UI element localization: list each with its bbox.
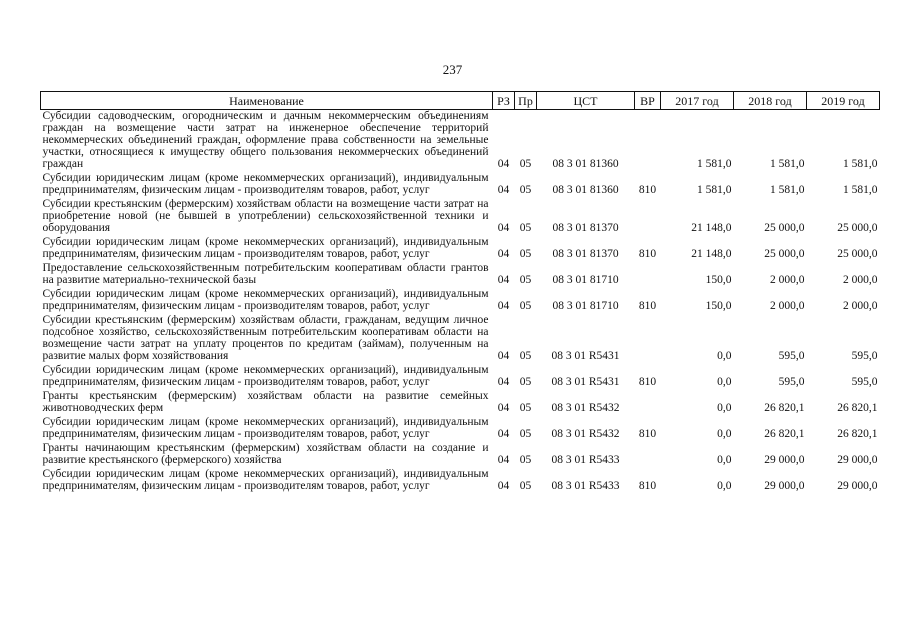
row-vr: 810 [638, 480, 657, 492]
table-header-row [41, 92, 880, 110]
row-2019: 2 000,0 [843, 300, 878, 312]
row-2018: 25 000,0 [764, 248, 805, 260]
header-2017: 2017 год [661, 92, 734, 110]
row-cst: 08 3 01 R5431 [551, 376, 620, 388]
table-row [41, 198, 880, 236]
row-rz: 04 [497, 428, 510, 440]
row-pr: 05 [519, 184, 532, 196]
row-cst: 08 3 01 81360 [552, 158, 619, 170]
row-2018: 595,0 [778, 350, 805, 362]
row-2019: 1 581,0 [843, 184, 878, 196]
row-name: Субсидии юридическим лицам (кроме некоммерческих организаций), индивидуальным предпринимателям, физическим лицам - производителям товаров, работ, услуг [42, 172, 489, 196]
row-rz: 04 [497, 248, 510, 260]
row-2019: 25 000,0 [837, 222, 878, 234]
row-vr: 810 [638, 376, 657, 388]
row-2019: 26 820,1 [837, 402, 878, 414]
row-2017: 150,0 [705, 300, 732, 312]
row-pr: 05 [519, 248, 532, 260]
row-cst: 08 3 01 R5431 [551, 350, 620, 362]
row-name: Субсидии юридическим лицам (кроме некоммерческих организаций), индивидуальным предпринимателям, физическим лицам - производителям товаров, работ, услуг [42, 236, 489, 260]
row-cst: 08 3 01 R5433 [551, 454, 620, 466]
row-vr [635, 198, 661, 236]
row-2019: 1 581,0 [843, 158, 878, 170]
row-cst: 08 3 01 R5432 [551, 428, 620, 440]
row-2017: 0,0 [717, 402, 732, 414]
row-pr: 05 [519, 222, 532, 234]
row-2019: 29 000,0 [837, 454, 878, 466]
table-row [41, 110, 880, 173]
row-2017: 0,0 [717, 454, 732, 466]
row-name: Предоставление сельскохозяйственным потребительским кооперативам области грантов на развитие материально-технической базы [42, 262, 489, 286]
row-2018: 2 000,0 [770, 274, 805, 286]
row-name: Субсидии крестьянским (фермерским) хозяйствам области на возмещение части затрат на приобретение новой (не бывшей в употреблении) сельскохозяйственной техники и оборудования [42, 198, 489, 234]
row-name: Субсидии крестьянским (фермерским) хозяйствам области, гражданам, ведущим личное подсобное хозяйство, сельскохозяйственным потребительским кооперативам области на возмещение части затрат на уплату процентов по кредитам (займам), полученным на развитие малых форм хозяйствования [42, 314, 489, 362]
row-vr: 810 [638, 300, 657, 312]
budget-table [40, 91, 880, 494]
row-2019: 595,0 [851, 376, 878, 388]
row-pr: 05 [519, 350, 532, 362]
table-row [41, 468, 880, 494]
row-name: Субсидии юридическим лицам (кроме некоммерческих организаций), индивидуальным предпринимателям, физическим лицам - производителям товаров, работ, услуг [42, 468, 489, 492]
row-2018: 2 000,0 [770, 300, 805, 312]
row-rz: 04 [497, 376, 510, 388]
row-name: Гранты крестьянским (фермерским) хозяйствам области на развитие семейных животноводческих ферм [42, 390, 489, 414]
row-rz: 04 [497, 222, 510, 234]
row-vr [635, 442, 661, 468]
row-2017: 21 148,0 [691, 248, 732, 260]
row-rz: 04 [497, 274, 510, 286]
row-2018: 29 000,0 [764, 480, 805, 492]
row-cst: 08 3 01 81710 [552, 274, 619, 286]
header-2018: 2018 год [734, 92, 807, 110]
table-row [41, 236, 880, 262]
row-pr: 05 [519, 428, 532, 440]
header-rz: РЗ [493, 92, 515, 110]
table-row [41, 172, 880, 198]
row-2017: 0,0 [717, 376, 732, 388]
row-vr [635, 314, 661, 364]
row-cst: 08 3 01 R5433 [551, 480, 620, 492]
row-pr: 05 [519, 402, 532, 414]
row-pr: 05 [519, 376, 532, 388]
row-2018: 25 000,0 [764, 222, 805, 234]
row-pr: 05 [519, 274, 532, 286]
row-2017: 0,0 [717, 480, 732, 492]
header-2019: 2019 год [807, 92, 880, 110]
row-cst: 08 3 01 R5432 [551, 402, 620, 414]
table-row [41, 314, 880, 364]
row-rz: 04 [497, 480, 510, 492]
table-row [41, 364, 880, 390]
row-2019: 26 820,1 [837, 428, 878, 440]
row-pr: 05 [519, 300, 532, 312]
row-rz: 04 [497, 158, 510, 170]
table-row [41, 288, 880, 314]
row-2019: 25 000,0 [837, 248, 878, 260]
header-pr: Пр [515, 92, 537, 110]
table-row [41, 416, 880, 442]
header-name: Наименование [41, 92, 493, 110]
row-vr: 810 [638, 184, 657, 196]
page-number: 237 [442, 62, 463, 77]
row-pr: 05 [519, 454, 532, 466]
row-rz: 04 [497, 402, 510, 414]
row-rz: 04 [497, 350, 510, 362]
row-name: Субсидии юридическим лицам (кроме некоммерческих организаций), индивидуальным предпринимателям, физическим лицам - производителям товаров, работ, услуг [42, 416, 489, 440]
row-2019: 29 000,0 [837, 480, 878, 492]
row-2019: 595,0 [851, 350, 878, 362]
row-2018: 26 820,1 [764, 402, 805, 414]
row-2017: 21 148,0 [691, 222, 732, 234]
row-2018: 1 581,0 [770, 158, 805, 170]
row-pr: 05 [519, 158, 532, 170]
row-cst: 08 3 01 81370 [552, 248, 619, 260]
row-2018: 595,0 [778, 376, 805, 388]
header-cst: ЦСТ [537, 92, 635, 110]
row-name: Гранты начинающим крестьянским (фермерским) хозяйствам области на создание и развитие крестьянского (фермерского) хозяйства [42, 442, 489, 466]
row-2019: 2 000,0 [843, 274, 878, 286]
row-cst: 08 3 01 81370 [552, 222, 619, 234]
row-rz: 04 [497, 454, 510, 466]
row-pr: 05 [519, 480, 532, 492]
table-row [41, 442, 880, 468]
row-2018: 29 000,0 [764, 454, 805, 466]
row-2017: 1 581,0 [697, 184, 732, 196]
row-name: Субсидии садоводческим, огородническим и дачным некоммерческим объединениям граждан на возмещение части затрат на инженерное обеспечение территорий некоммерческих объединений граждан, оформление права собственности на земельные участки, относящиеся к имуществу общего пользования некоммерческих объединений граждан [42, 110, 489, 170]
row-vr [635, 110, 661, 173]
row-2018: 1 581,0 [770, 184, 805, 196]
table-row [41, 390, 880, 416]
row-vr: 810 [638, 428, 657, 440]
row-rz: 04 [497, 184, 510, 196]
row-vr [635, 390, 661, 416]
row-cst: 08 3 01 81360 [552, 184, 619, 196]
row-cst: 08 3 01 81710 [552, 300, 619, 312]
row-2018: 26 820,1 [764, 428, 805, 440]
row-2017: 150,0 [705, 274, 732, 286]
row-name: Субсидии юридическим лицам (кроме некоммерческих организаций), индивидуальным предпринимателям, физическим лицам - производителям товаров, работ, услуг [42, 364, 489, 388]
row-rz: 04 [497, 300, 510, 312]
row-vr: 810 [638, 248, 657, 260]
row-vr [635, 262, 661, 288]
row-2017: 0,0 [717, 350, 732, 362]
row-2017: 0,0 [717, 428, 732, 440]
header-vr: ВР [635, 92, 661, 110]
row-name: Субсидии юридическим лицам (кроме некоммерческих организаций), индивидуальным предпринимателям, физическим лицам - производителям товаров, работ, услуг [42, 288, 489, 312]
table-row [41, 262, 880, 288]
row-2017: 1 581,0 [697, 158, 732, 170]
